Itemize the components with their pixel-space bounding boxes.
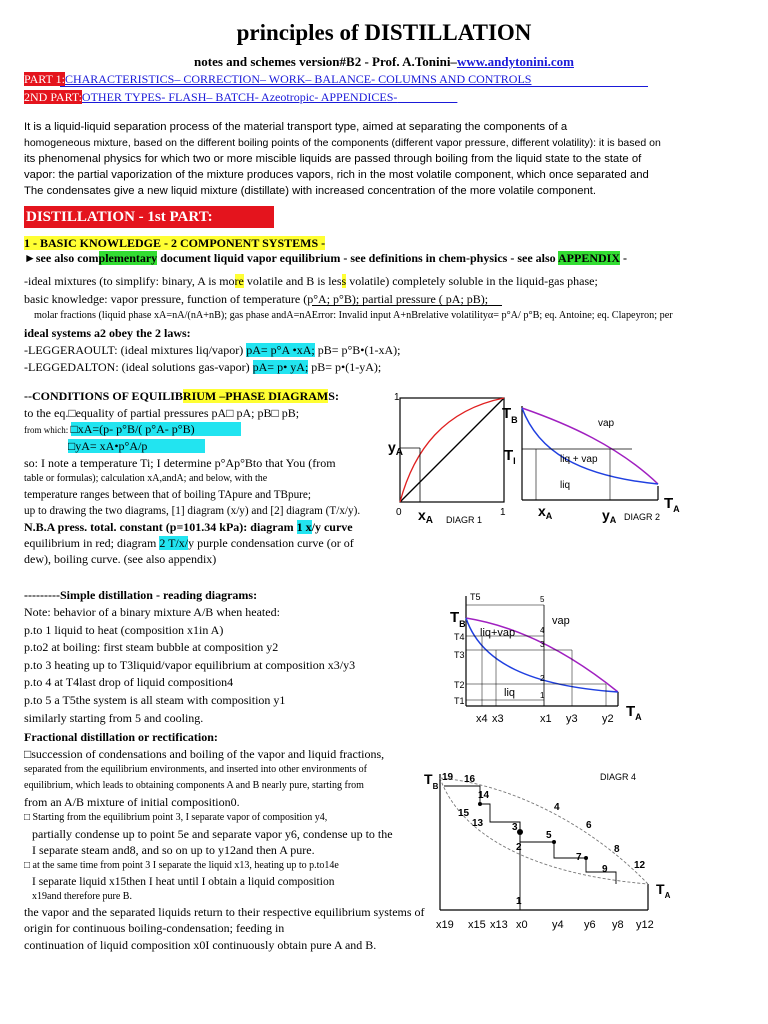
eq-nb-line xyxy=(24,520,353,534)
diagram1-y-label: $y_A$ xyxy=(388,439,404,458)
intro-line: It is a liquid-liquid separation process of the material transport type, aimed at separating the components of a xyxy=(24,121,568,133)
diagram1-caption: DIAGR 1 xyxy=(446,515,483,525)
eq-xa-formula: □xA=(p- p°B/( p°A- p°B) xyxy=(71,422,241,436)
diagram4-tick: x0 xyxy=(516,919,528,931)
diagram4-num: 15 xyxy=(458,808,470,819)
diagram3-point: 5 xyxy=(540,595,545,604)
diagram4-tick: x13 xyxy=(490,919,508,931)
diagram4-tick: x19 xyxy=(436,919,454,931)
diagram4-num: 3 xyxy=(512,822,518,833)
diagram-3 xyxy=(446,588,656,740)
eq-line: up to drawing the two diagrams, [1] diagram (x/y) and [2] diagram (T/x/y). xyxy=(24,505,361,517)
diagram2-ta-label: $T_A$ xyxy=(664,495,680,514)
fractional-line: origin for continuous boiling-condensation; feeding in xyxy=(24,921,285,935)
intro-line: its phenomenal physics for which two or more miscible liquids are passed through boiling from the liquid state to the state of xyxy=(24,153,642,165)
ideal-c: volatile) completely soluble in the liquid-gas phase; xyxy=(346,274,598,288)
diagram4-dew-curve xyxy=(440,778,648,884)
diagram4-boiling-curve xyxy=(440,778,648,884)
subtitle-text: notes and schemes version#B2 - Prof. A.Tonini– xyxy=(194,54,457,69)
simple-line: p.to 5 a T5the system is all steam with composition y1 xyxy=(24,692,286,707)
eq-line: to the eq.□equality of partial pressures pA□ pA; pB□ pB; xyxy=(24,406,300,420)
part2-links[interactable]: OTHER TYPES- FLASH– BATCH- Azeotropic- APPENDICES- xyxy=(81,90,398,104)
simple-line: p.to 4 at T4last drop of liquid composition4 xyxy=(24,675,234,690)
diagram4-num: 16 xyxy=(464,774,476,785)
diagram-1 xyxy=(384,390,514,530)
diagram1-one-y: 1 xyxy=(394,392,400,403)
eq-line: dew), boiling curve. (see also appendix) xyxy=(24,552,217,566)
simple-line: p.to2 at boiling: first steam bubble at composition y2 xyxy=(24,640,279,655)
diagram2-caption: DIAGR 2 xyxy=(624,512,661,522)
diagram3-ta-label: $T_A$ xyxy=(626,703,642,722)
equilibrium-heading xyxy=(24,389,339,403)
raoult-hl: pA= p°A •xA; xyxy=(246,343,315,357)
subtitle xyxy=(0,55,768,69)
diagram1-one-x: 1 xyxy=(500,507,506,518)
diagram4-num: 19 xyxy=(442,772,454,783)
diagram3-tick: x3 xyxy=(492,713,504,725)
diagram4-caption: DIAGR 4 xyxy=(600,772,637,782)
fractional-line: I separate liquid x15then I heat until I obtain a liquid composition xyxy=(32,876,335,888)
diagram4-num: 6 xyxy=(586,820,592,831)
eq-line: temperature ranges between that of boiling TApure and TBpure; xyxy=(24,489,311,501)
diagram1-x-label: $x_A$ xyxy=(418,507,434,526)
intro-paragraph xyxy=(24,119,764,199)
diagram3-point: 3 xyxy=(540,640,545,649)
diagram2-boiling-curve xyxy=(522,408,658,484)
diagram-4 xyxy=(420,764,680,940)
eq-l9-b: y purple condensation curve (or of xyxy=(188,536,354,550)
simple-line: Note: behavior of a binary mixture A/B when heated: xyxy=(24,605,280,619)
ideal-hl2: s xyxy=(341,274,347,288)
eq-from-which: from which: xyxy=(24,425,71,435)
fractional-line: from an A/B mixture of initial composition0. xyxy=(24,795,240,809)
diagram4-point-3 xyxy=(517,829,523,835)
diagram2-ti-label: $T_I$ xyxy=(504,447,516,466)
intro-line: The condensates give a new liquid mixture (distillate) with increased concentration of the more volatile component. xyxy=(24,185,597,197)
intro-line: vapor: the partial vaporization of the mixture produces vapors, rich in the most volatile component, which once separated and xyxy=(24,169,649,181)
diagram3-t3: T3 xyxy=(454,650,465,660)
diagram2-tb-label: $T_B$ xyxy=(502,405,518,425)
see-also-line xyxy=(24,251,627,265)
simple-heading: ---------Simple distillation - reading diagrams: xyxy=(24,588,258,602)
fractional-line: □succession of condensations and boiling of the vapor and liquid fractions, xyxy=(24,747,385,761)
ideal-hl1: re xyxy=(234,274,244,288)
diagram4-tick: y8 xyxy=(612,919,624,931)
diagram4-num: 8 xyxy=(614,844,620,855)
diagram3-tick: x1 xyxy=(540,713,552,725)
see-also-b: document liquid vapor equilibrium - see definitions in chem-physics - see also xyxy=(157,251,559,265)
part1-label: PART 1: xyxy=(24,72,65,86)
nav-underline-1 xyxy=(60,86,648,87)
diagram2-xa-label: $x_A$ xyxy=(538,503,553,521)
eq-line-formula-a xyxy=(24,422,241,437)
eq-nb-a: N.B.A press. total. constant (p=101.34 kPa): diagram xyxy=(24,520,297,534)
raoult-a: -LEGGERAOULT: (ideal mixtures liq/vapor) xyxy=(24,343,247,357)
diagram3-tick: y3 xyxy=(566,713,578,725)
fractional-line: continuation of liquid composition x0I continuously obtain pure A and B. xyxy=(24,938,377,952)
diagram3-tb-label: $T_B$ xyxy=(450,609,466,629)
simple-lines xyxy=(24,604,355,727)
raoult-b: pB= p°B•(1-xA); xyxy=(314,343,401,357)
diagram2-liq-label: liq xyxy=(560,480,571,491)
diagram4-point xyxy=(552,840,556,844)
basic-knowledge-line: basic knowledge: vapor pressure, function of temperature (p°A; p°B); partial pressure ( pA; pB); xyxy=(24,292,489,306)
diagram4-tb-label: $T_B$ xyxy=(424,771,439,791)
diagram3-t2: T2 xyxy=(454,680,465,690)
diagram3-point: 2 xyxy=(540,674,545,683)
eq-line-formula-b xyxy=(68,439,205,453)
diagram3-point: 4 xyxy=(540,626,545,635)
diagram4-num: 1 xyxy=(516,896,522,907)
eq-nb-b: /y curve xyxy=(311,520,353,534)
appendix-link[interactable]: APPENDIX xyxy=(558,251,621,265)
nav-part2 xyxy=(24,90,457,104)
see-also-a: ►see also com xyxy=(24,251,99,265)
intro-line: homogeneous mixture, based on the different boiling points of the components (different vapor pressure, different volatility): it is based on xyxy=(24,137,661,149)
molar-fractions-line: molar fractions (liquid phase xA=nA/(nA+nB); gas phase andA=nAError: Invalid input A+nBrelative volatilityα= p°A/ p°B; eq. Antoine; eq. Clapeyron; per xyxy=(34,310,673,321)
eq-l9-hl: 2 T/x/ xyxy=(159,536,189,550)
ideal-mixtures-line xyxy=(24,274,598,288)
eq-l9-a: equilibrium in red; diagram xyxy=(24,536,160,550)
diagram-2 xyxy=(502,396,688,530)
eq-line: table or formulas); calculation xA,andA; and below, with the xyxy=(24,473,268,484)
diagram3-point: 1 xyxy=(540,691,545,700)
diagram3-liq-label: liq xyxy=(504,687,516,699)
diagram3-tick: y2 xyxy=(602,713,614,725)
diagram4-num: 14 xyxy=(478,790,490,801)
diagram3-liqvap-label: liq+vap xyxy=(480,627,516,639)
fractional-line: partially condense up to point 5e and separate vapor y6, condense up to the xyxy=(32,827,393,841)
eq-heading-hl: RIUM –PHASE DIAGRAM xyxy=(182,389,329,403)
basic-heading: 1 - BASIC KNOWLEDGE - 2 COMPONENT SYSTEMS - xyxy=(24,236,326,250)
diagram4-tick: y4 xyxy=(552,919,564,931)
ideal-b: volatile and B is les xyxy=(243,274,342,288)
diagram4-ta-label: $T_A$ xyxy=(656,881,671,900)
part2-blank xyxy=(397,90,457,104)
diagram2-dew-curve xyxy=(522,408,658,484)
simple-line: similarly starting from 5 and cooling. xyxy=(24,710,204,725)
simple-line: p.to 1 liquid to heat (composition x1in A) xyxy=(24,622,224,637)
ideal-a: -ideal mixtures (to simplify: binary, A is mo xyxy=(24,274,235,288)
diagram1-diagonal xyxy=(400,398,504,502)
see-also-hl: plementary xyxy=(98,251,158,265)
diagram4-tick: y12 xyxy=(636,919,654,931)
diagram4-num: 7 xyxy=(576,852,582,863)
diagram3-t1: T1 xyxy=(454,696,465,706)
eq-line xyxy=(24,536,354,550)
diagram4-num: 2 xyxy=(516,842,522,853)
fractional-line: x19and therefore pure B. xyxy=(32,891,132,902)
fractional-heading: Fractional distillation or rectification: xyxy=(24,730,218,744)
eq-nb-hl: 1 x xyxy=(296,520,312,534)
dalton-hl: pA= p• yA; xyxy=(252,360,309,374)
see-also-c: - xyxy=(620,251,628,265)
dalton-a: -LEGGEDALTON: (ideal solutions gas-vapor) xyxy=(24,360,253,374)
section1-heading: DISTILLATION - 1st PART: xyxy=(26,209,213,225)
diagram4-tick: x15 xyxy=(468,919,486,931)
fractional-line: the vapor and the separated liquids return to their respective equilibrium systems of xyxy=(24,905,425,919)
eq-heading-a: --CONDITIONS OF EQUILIB xyxy=(24,389,183,403)
diagram2-ya-label: $y_A$ xyxy=(602,507,617,525)
diagram4-num: 12 xyxy=(634,860,646,871)
diagram3-t4: T4 xyxy=(454,632,465,642)
diagram3-vap-label: vap xyxy=(552,615,570,627)
diagram3-t5: T5 xyxy=(470,592,481,602)
diagram4-num: 9 xyxy=(602,864,608,875)
raoult-law xyxy=(24,343,400,357)
diagram4-num: 13 xyxy=(472,818,484,829)
eq-line: so: I note a temperature Ti; I determine p°Ap°Bto that You (from xyxy=(24,456,336,470)
diagram1-zero: 0 xyxy=(396,507,402,518)
diagram3-tick: x4 xyxy=(476,713,488,725)
fractional-line: I separate steam and8, and so on up to y12and then A pure. xyxy=(32,843,315,857)
part1-links[interactable]: CHARACTERISTICS– CORRECTION– WORK– BALANCE- COLUMNS AND CONTROLS xyxy=(64,72,532,86)
nav-part1 xyxy=(24,72,531,86)
diagram4-point xyxy=(478,802,482,806)
fractional-line: □ Starting from the equilibrium point 3, I separate vapor of composition y4, xyxy=(24,812,328,823)
diagram2-liqvap-label: liq + vap xyxy=(560,454,598,465)
dalton-b: pB= p•(1-yA); xyxy=(308,360,382,374)
fractional-line: equilibrium, which leads to obtaining components A and B nearly pure, starting from xyxy=(24,780,364,791)
eq-heading-b: S: xyxy=(328,389,339,403)
simple-line: p.to 3 heating up to T3liquid/vapor equilibrium at composition x3/y3 xyxy=(24,657,356,672)
site-link[interactable]: www.andytonini.com xyxy=(456,54,574,69)
dalton-law xyxy=(24,360,381,374)
fractional-line: separated from the equilibrium environments, and inserted into other environments of xyxy=(24,764,367,775)
page-title: principles of DISTILLATION xyxy=(236,20,532,45)
ideal-systems-line: ideal systems a2 obey the 2 laws: xyxy=(24,326,191,340)
diagram4-num: 5 xyxy=(546,830,552,841)
diagram4-point xyxy=(584,856,588,860)
diagram4-num: 4 xyxy=(554,802,560,813)
diagram2-vap-label: vap xyxy=(598,418,615,429)
basic-underline xyxy=(312,305,502,306)
fractional-lines xyxy=(24,746,425,954)
eq-ya-formula: □yA= xA•p°A/p xyxy=(68,439,205,453)
part2-label: 2ND PART: xyxy=(24,90,82,104)
diagram4-tick: y6 xyxy=(584,919,596,931)
fractional-line: □ at the same time from point 3 I separate the liquid x13, heating up to p.to14e xyxy=(24,860,339,871)
